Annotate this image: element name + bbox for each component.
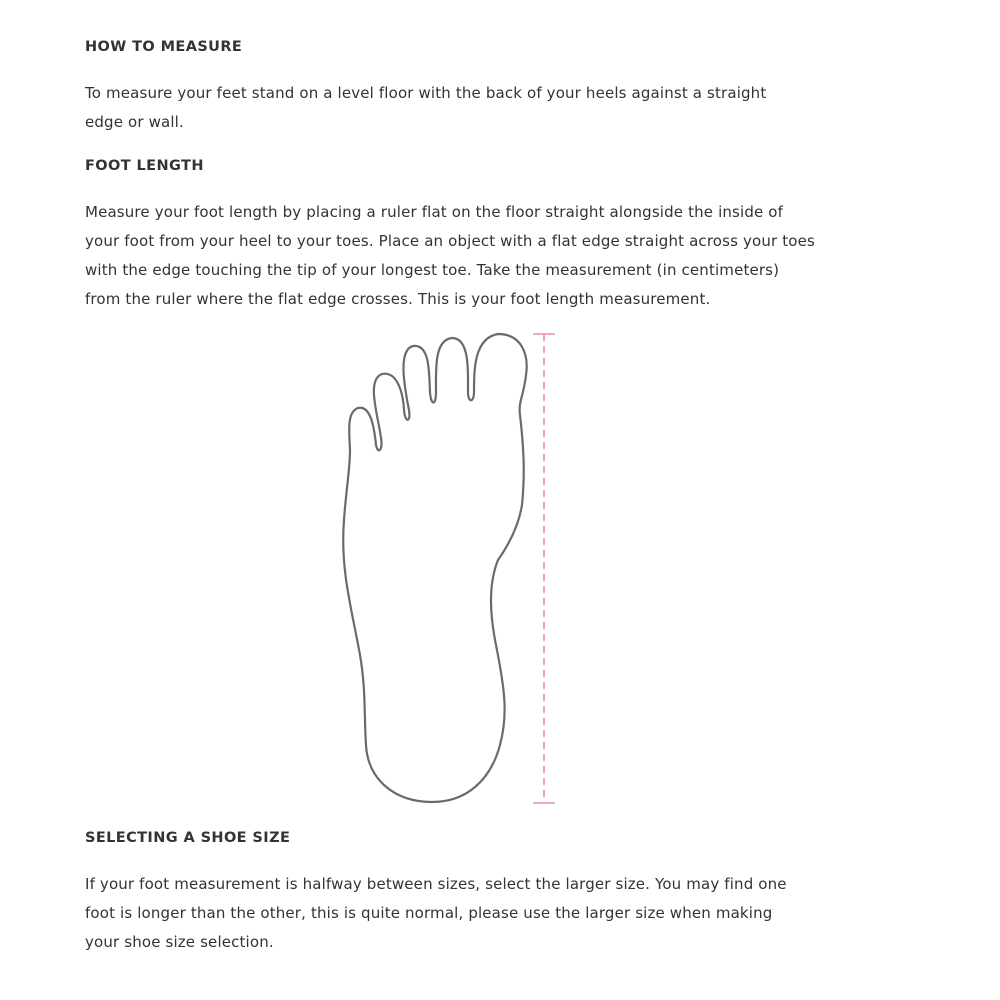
foot-length-heading: FOOT LENGTH (85, 158, 204, 174)
how-to-measure-heading: HOW TO MEASURE (85, 39, 243, 55)
selecting-shoe-size-text: If your foot measurement is halfway between sizes, select the larger size. You may find one foot is longer than the other, this is quite normal, please use the larger size when making your shoe size selection. (85, 875, 787, 951)
foot-measurement-diagram (320, 322, 580, 817)
foot-outline (343, 334, 526, 802)
selecting-shoe-size-heading: SELECTING A SHOE SIZE (85, 830, 291, 846)
how-to-measure-text: To measure your feet stand on a level floor with the back of your heels against a straight edge or wall. (85, 84, 767, 131)
foot-length-text: Measure your foot length by placing a ruler flat on the floor straight alongside the inside of your foot from your heel to your toes. Place an object with a flat edge straight across your toes with the edge touching the tip of your longest toe. Take the measurement (in centimeters) from the ruler where the flat edge crosses. This is your foot length measurement. (85, 203, 815, 308)
foot-outline-icon (320, 322, 580, 817)
